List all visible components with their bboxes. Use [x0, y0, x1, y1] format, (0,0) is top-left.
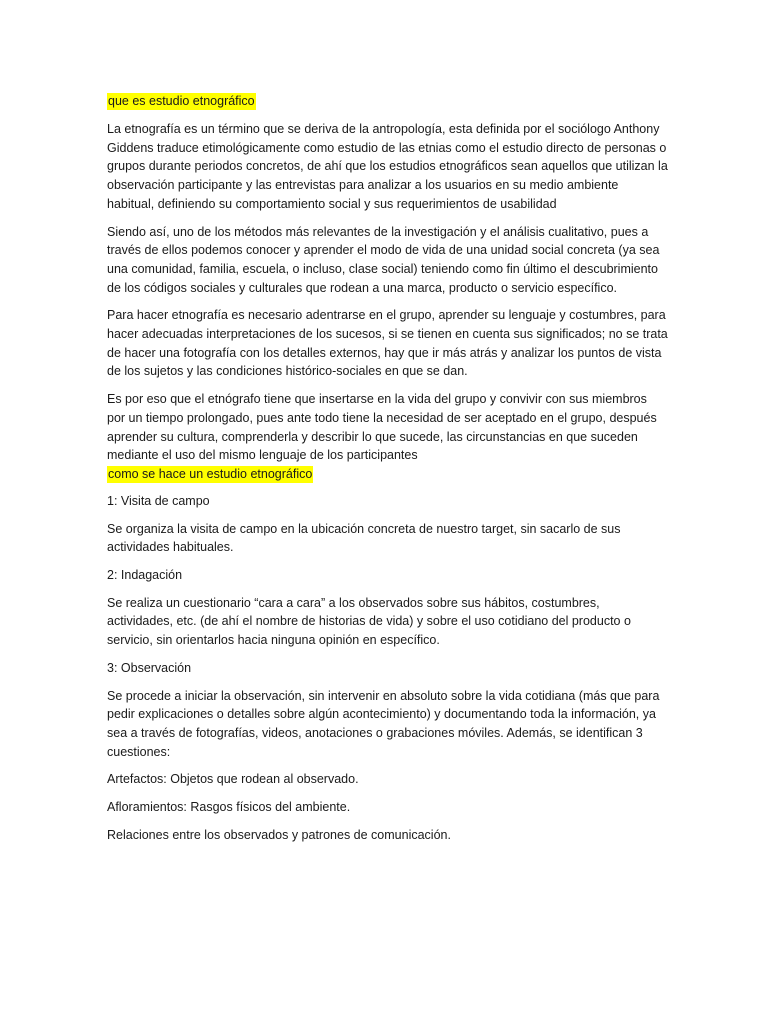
section-heading-que-es: que es estudio etnográfico [108, 94, 255, 108]
step-title-visita: 1: Visita de campo [107, 493, 210, 508]
paragraph-etnografo: Es por eso que el etnógrafo tiene que insertarse en la vida del grupo y convivir con sus miembros por un tiempo prolongado, pues ante todo tiene la necesidad de ser aceptado en el grupo, después aprender su cultura, comprenderla y describir lo que sucede, las circunstancias en que suceden mediante el uso del mismo lenguaje de los participantes [107, 392, 657, 463]
section-heading-wrap [107, 92, 668, 110]
paragraph-adentrarse: Para hacer etnografía es necesario adentrarse en el grupo, aprender su lenguaje y costumbres, para hacer adecuadas interpretaciones de los sucesos, si se tienen en cuenta sus significados; no se trata de hacer una fotografía con los detalles externos, hay que ir más atrás y analizar los puntos de vista de los sujetos y las condiciones histórico-sociales en que se dan. [107, 308, 668, 379]
step-title-observacion: 3: Observación [107, 660, 192, 675]
step-body-visita: Se organiza la visita de campo en la ubicación concreta de nuestro target, sin sacarlo de sus actividades habituales. [107, 521, 621, 555]
paragraph-definicion: La etnografía es un término que se deriva de la antropología, esta definida por el sociólogo Anthony Giddens traduce etimológicamente como estudio de las etnias como el estudio directo de personas o grupos durante periodos concretos, de ahí que los estudios etnográficos sean aquellos que utilizan la observación participante y las entrevistas para analizar a los usuarios en su medio ambiente habitual, definiendo su comportamiento social y sus requerimientos de usabilidad [107, 122, 668, 211]
step-body-observacion: Se procede a iniciar la observación, sin intervenir en absoluto sobre la vida cotidiana (más que para pedir explicaciones o detalles sobre algún acontecimiento) y documentando toda la información, ya sea a través de fotografías, videos, anotaciones o grabaciones móviles. Además, se identifican 3 cuestiones: [107, 688, 660, 759]
step-body-indagacion: Se realiza un cuestionario “cara a cara” a los observados sobre sus hábitos, costumbres, actividades, etc. (de ahí el nombre de historias de vida) y sobre el uso cotidiano del producto o servicio, sin orientarlos hacia ninguna opinión en específico. [107, 595, 631, 648]
list-item-artefactos: Artefactos: Objetos que rodean al observado. [107, 772, 359, 787]
paragraph-metodos: Siendo así, uno de los métodos más relevantes de la investigación y el análisis cualitativo, pues a través de ellos podemos conocer y aprender el modo de vida de una unidad social concreta (ya sea una comunidad, familia, escuela, o incluso, clase social) teniendo como fin último el descubrimiento de los códigos sociales y culturales que rodean a una marca, producto o servicio específico. [107, 224, 660, 295]
list-item-relaciones: Relaciones entre los observados y patrones de comunicación. [107, 827, 451, 842]
section-heading-wrap [107, 465, 668, 483]
section-heading-como-se-hace: como se hace un estudio etnográfico [108, 466, 313, 481]
list-item-afloramientos: Afloramientos: Rasgos físicos del ambiente. [107, 800, 351, 815]
step-title-indagacion: 2: Indagación [107, 568, 183, 583]
